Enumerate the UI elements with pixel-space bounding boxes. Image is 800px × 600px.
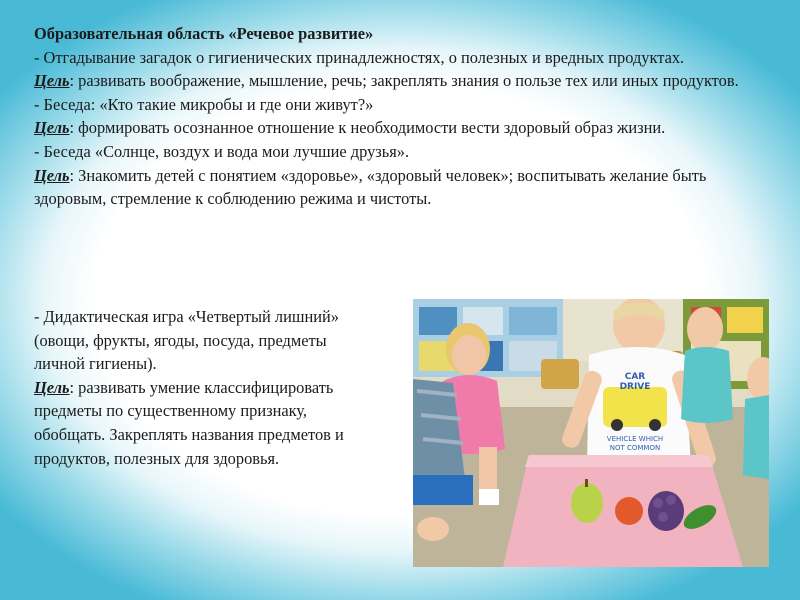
game-text: [34, 305, 374, 470]
goal-label: Цель: [34, 118, 70, 138]
shirt-text-3: VEHICLE WHICH: [606, 435, 664, 443]
goal-text: : Знакомить детей с понятием «здоровье», «здоровый человек»; воспитывать желание быть здоровым, стремление к соблюдению режима и чистоты.: [34, 165, 707, 209]
goal-microbes: [34, 116, 769, 140]
goal-sun-air-water: [34, 164, 769, 211]
activity-microbes: - Беседа: «Кто такие микробы и где они живут?»: [34, 94, 374, 114]
main-text: [34, 22, 769, 211]
classroom-photo: [413, 299, 769, 567]
goal-label: Цель: [34, 377, 70, 397]
goal-riddles: [34, 69, 769, 93]
activity-riddles: - Отгадывание загадок о гигиенических принадлежностях, о полезных и вредных продуктах.: [34, 47, 685, 67]
shirt-text-4: NOT COMMON: [609, 444, 661, 452]
section-heading: Образовательная область «Речевое развитие»: [34, 24, 374, 43]
activity-odd-one-out: - Дидактическая игра «Четвертый лишний» (овощи, фрукты, ягоды, посуда, предметы личной гигиены).: [34, 307, 340, 374]
shirt-text-2: DRIVE: [619, 382, 651, 392]
goal-text: : развивать воображение, мышление, речь; закреплять знания о пользе тех или иных продуктов.: [69, 71, 739, 91]
goal-text: : развивать умение классифицировать предметы по существенному признаку, обобщать. Закреплять названия предметов и продуктов, полезных для здоровья.: [34, 377, 344, 468]
goal-odd-one-out: [34, 376, 374, 470]
goal-text: : формировать осознанное отношение к необходимости вести здоровый образ жизни.: [69, 118, 666, 138]
photo-illustration: [413, 299, 769, 567]
goal-label: Цель: [34, 165, 70, 185]
goal-label: Цель: [34, 71, 70, 91]
shirt-text-1: CAR: [624, 372, 646, 382]
activity-sun-air-water: - Беседа «Солнце, воздух и вода мои лучшие друзья».: [34, 141, 410, 161]
